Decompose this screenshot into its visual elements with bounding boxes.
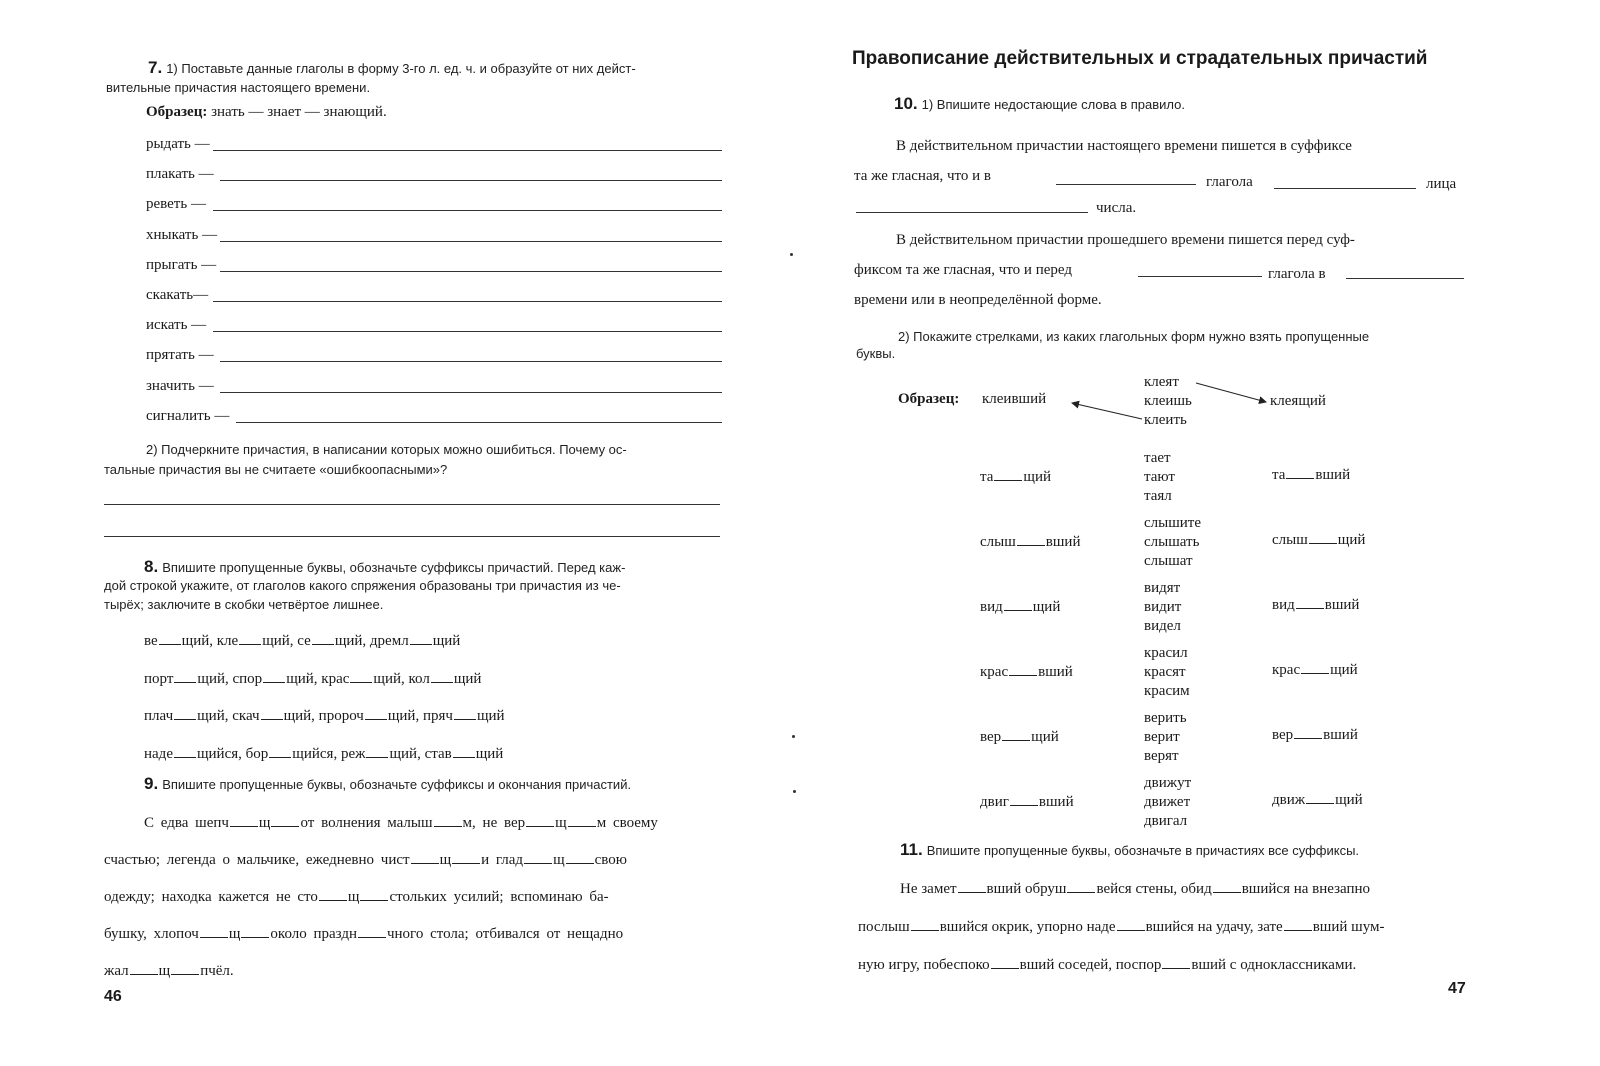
rule-1-line-3: числа.: [1096, 200, 1137, 216]
blank-slot[interactable]: [991, 956, 1019, 969]
sample-text: знать — знает — знающий.: [211, 104, 387, 120]
page-number-left: 46: [104, 988, 122, 1005]
text-fragment: щий, пророч: [283, 708, 364, 724]
exercise-8-row: [144, 632, 460, 650]
text-fragment: щийся, бор: [196, 745, 269, 762]
text-fragment: щий: [1023, 469, 1052, 485]
exercise-8-instruction-3: тырёх; заключите в скобки четвёртое лишнее.: [104, 597, 384, 612]
blank-slot[interactable]: [271, 814, 299, 827]
text-fragment: вший шум-: [1312, 919, 1385, 935]
verb-form: видят: [1144, 580, 1181, 596]
text-fragment: щий, спор: [197, 670, 263, 687]
text-fragment: послыш: [858, 919, 910, 935]
rule-2-line-2a: фиксом та же гласная, что и перед: [854, 262, 1072, 278]
blank-slot[interactable]: [263, 670, 285, 683]
blank-slot[interactable]: [1309, 531, 1337, 544]
text-fragment: от волнения малыш: [300, 815, 433, 831]
answer-line[interactable]: [104, 504, 720, 505]
blank-line[interactable]: [1138, 276, 1262, 277]
blank-slot[interactable]: [1017, 533, 1045, 546]
exercise-11-instruction: Впишите пропущенные буквы, обозначьте в причастиях все суффиксы.: [926, 843, 1360, 858]
exercise-9-line: [104, 851, 627, 869]
text-fragment: щ: [347, 889, 360, 905]
verb-form: тают: [1144, 469, 1175, 485]
blank-slot[interactable]: [366, 745, 388, 758]
blank-slot[interactable]: [994, 468, 1022, 481]
answer-line[interactable]: [220, 361, 722, 362]
text-fragment: щий: [1330, 662, 1358, 678]
text-fragment: м, не вер: [462, 815, 526, 831]
verb-form: двигал: [1144, 813, 1188, 829]
answer-line[interactable]: [220, 392, 722, 393]
blank-slot[interactable]: [171, 962, 199, 975]
arrow-to-left-icon: [1072, 403, 1142, 419]
left-participle: [980, 468, 1051, 486]
sample-left-word: клеивший: [982, 391, 1047, 407]
verb-form: видел: [1144, 618, 1181, 634]
blank-slot[interactable]: [1306, 791, 1334, 804]
answer-line[interactable]: [236, 422, 722, 423]
scan-speck: [790, 253, 793, 256]
exercise-11-number: 11.: [900, 840, 923, 859]
exercise-8-row: [144, 745, 503, 763]
verb-label: прятать —: [146, 347, 214, 364]
verb-form: верить: [1144, 710, 1187, 726]
blank-slot[interactable]: [239, 632, 261, 645]
verb-form: слышат: [1144, 553, 1193, 569]
blank-line[interactable]: [1346, 278, 1464, 279]
verb-form: слышать: [1144, 534, 1200, 550]
verb-label: реветь —: [146, 196, 206, 213]
exercise-8-row: [144, 707, 505, 725]
verb-label: искать —: [146, 317, 207, 334]
scan-speck: [793, 790, 796, 793]
blank-slot[interactable]: [1067, 880, 1095, 893]
exercise-10-instruction: 1) Впишите недостающие слова в правило.: [921, 97, 1185, 112]
exercise-8-number: 8.: [144, 557, 159, 576]
exercise-8-instruction-2: дой строкой укажите, от глаголов какого спряжения образованы три причастия из че-: [104, 578, 621, 593]
text-fragment: свою: [594, 852, 627, 868]
verb-form: тает: [1144, 450, 1171, 466]
text-fragment: щий: [1032, 599, 1061, 615]
blank-slot[interactable]: [452, 851, 480, 864]
text-fragment: жал: [104, 963, 129, 979]
verb-form: движут: [1144, 775, 1192, 791]
text-fragment: вер: [980, 729, 1002, 745]
verb-form: верят: [1144, 748, 1179, 764]
text-fragment: щий: [1031, 729, 1059, 745]
text-fragment: порт: [144, 670, 174, 687]
verb-form: красят: [1144, 664, 1186, 680]
blank-slot[interactable]: [1004, 598, 1032, 611]
answer-line[interactable]: [213, 331, 722, 332]
blank-slot[interactable]: [269, 745, 291, 758]
exercise-9-line: [104, 925, 623, 943]
exercise-10-part2-line-2: буквы.: [856, 346, 896, 361]
blank-slot[interactable]: [312, 632, 334, 645]
sample-mid-word: клеят: [1144, 374, 1179, 390]
exercise-7-number: 7.: [148, 58, 163, 77]
text-fragment: щий, пряч: [387, 708, 453, 724]
blank-slot[interactable]: [1286, 466, 1314, 479]
blank-slot[interactable]: [200, 925, 228, 938]
verb-form: верит: [1144, 729, 1180, 745]
answer-line[interactable]: [213, 301, 722, 302]
exercise-7-part2-line-2: тальные причастия вы не считаете «ошибкоопасными»?: [104, 462, 448, 477]
rule-2-line-1: В действительном причастии прошедшего времени пишется перед суф-: [896, 232, 1355, 248]
text-fragment: двиг: [980, 794, 1009, 810]
answer-line[interactable]: [220, 271, 722, 272]
text-fragment: одежду; находка кажется не сто: [104, 889, 318, 905]
text-fragment: вшийся на внезапно: [1241, 881, 1371, 897]
text-fragment: наде: [144, 745, 173, 762]
rule-1-line-2b: глагола: [1206, 174, 1253, 190]
left-participle: [980, 598, 1060, 616]
blank-line[interactable]: [1274, 188, 1416, 189]
text-fragment: слыш: [980, 534, 1016, 550]
exercise-10-heading: [894, 94, 1185, 114]
rule-2-line-2b: глагола в: [1268, 266, 1326, 282]
blank-slot[interactable]: [358, 925, 386, 938]
answer-line[interactable]: [213, 150, 722, 151]
rule-2-line-3: времени или в неопределённой форме.: [854, 292, 1102, 308]
exercise-11-line: [900, 880, 1370, 898]
exercise-8-instruction-1: Впишите пропущенные буквы, обозначьте суффиксы причастий. Перед каж-: [162, 560, 626, 575]
blank-slot[interactable]: [360, 888, 388, 901]
text-fragment: щ: [158, 963, 171, 979]
text-fragment: крас: [980, 664, 1009, 680]
blank-slot[interactable]: [566, 851, 594, 864]
blank-slot[interactable]: [411, 851, 439, 864]
text-fragment: вший с одноклассниками.: [1191, 957, 1357, 973]
sample-mid-word: клеишь: [1144, 393, 1192, 409]
text-fragment: щий: [1337, 532, 1366, 548]
text-fragment: вшийся на удачу, зате: [1145, 919, 1283, 935]
blank-slot[interactable]: [526, 814, 554, 827]
answer-line[interactable]: [220, 241, 722, 242]
blank-slot[interactable]: [1010, 793, 1038, 806]
blank-line[interactable]: [1056, 184, 1196, 185]
text-fragment: та: [980, 469, 994, 485]
text-fragment: вер: [1272, 727, 1294, 743]
text-fragment: ную игру, побеспоко: [858, 957, 990, 973]
blank-slot[interactable]: [1213, 880, 1241, 893]
exercise-9-line: [104, 962, 234, 980]
text-fragment: щ: [228, 926, 241, 942]
blank-slot[interactable]: [159, 632, 181, 645]
right-participle: [1272, 596, 1359, 614]
exercise-9-instruction: Впишите пропущенные буквы, обозначьте суффиксы и окончания причастий.: [162, 777, 632, 792]
blank-slot[interactable]: [1284, 918, 1312, 931]
sample-mid-word: клеить: [1144, 412, 1187, 428]
text-fragment: вший: [1324, 597, 1360, 613]
answer-line[interactable]: [213, 210, 722, 211]
rule-1-line-2c: лица: [1426, 176, 1457, 192]
blank-slot[interactable]: [454, 707, 476, 720]
text-fragment: та: [1272, 467, 1286, 483]
text-fragment: С едва шепч: [144, 815, 229, 831]
rule-1-line-1: В действительном причастии настоящего времени пишется в суффиксе: [896, 138, 1352, 154]
text-fragment: стольких усилий; вспоминаю ба-: [389, 889, 609, 905]
blank-slot[interactable]: [568, 814, 596, 827]
sample-label: Образец:: [146, 104, 208, 120]
verb-form: красим: [1144, 683, 1190, 699]
exercise-11-heading: [900, 840, 1359, 860]
arrow-to-right-icon: [1196, 383, 1266, 402]
exercise-9-heading: [144, 774, 631, 794]
text-fragment: вший: [1038, 664, 1073, 680]
text-fragment: щ: [555, 815, 567, 831]
verb-form: красил: [1144, 645, 1188, 661]
text-fragment: щий, скач: [197, 708, 260, 724]
blank-slot[interactable]: [174, 707, 196, 720]
blank-line[interactable]: [856, 212, 1088, 213]
text-fragment: щ: [258, 815, 271, 831]
exercise-9-line: [104, 888, 609, 906]
text-fragment: щий, кол: [373, 670, 430, 687]
blank-slot[interactable]: [1002, 728, 1030, 741]
blank-slot[interactable]: [174, 745, 196, 758]
exercise-10-part2-line-1: 2) Покажите стрелками, из каких глагольных форм нужно взять пропущенные: [898, 329, 1370, 344]
text-fragment: Не замет: [900, 881, 957, 897]
exercise-7-instruction-1: 1) Поставьте данные глаголы в форму 3-го л. ед. ч. и образуйте от них дейст-: [166, 61, 636, 76]
left-participle: [980, 728, 1059, 746]
blank-slot[interactable]: [911, 918, 939, 931]
exercise-7-heading: [148, 58, 636, 78]
rule-1-line-2a: та же гласная, что и в: [854, 168, 992, 184]
text-fragment: вший: [1323, 727, 1358, 743]
text-fragment: щий: [476, 708, 505, 724]
scan-speck: [792, 735, 795, 738]
blank-slot[interactable]: [365, 707, 387, 720]
exercise-9-line: [144, 814, 658, 832]
blank-slot[interactable]: [1162, 956, 1190, 969]
text-fragment: счастью; легенда о мальчике, ежедневно чист: [104, 852, 410, 868]
text-fragment: вший: [1315, 467, 1351, 483]
blank-slot[interactable]: [241, 925, 269, 938]
blank-slot[interactable]: [1009, 663, 1037, 676]
text-fragment: чного стола; отбивался от нещадно: [386, 926, 624, 942]
verb-label: плакать —: [146, 166, 214, 183]
text-fragment: около праздн: [270, 926, 357, 942]
text-fragment: щ: [439, 852, 452, 868]
text-fragment: щий, се: [262, 633, 311, 649]
text-fragment: вший: [1045, 534, 1081, 550]
text-fragment: вейся стены, обид: [1096, 881, 1212, 897]
blank-slot[interactable]: [319, 888, 347, 901]
text-fragment: щий: [1335, 792, 1363, 808]
text-fragment: бушку, хлопоч: [104, 926, 199, 942]
text-fragment: щий, крас: [286, 670, 350, 687]
text-fragment: щий: [475, 745, 504, 762]
text-fragment: щий, став: [389, 745, 452, 762]
verb-label: хныкать —: [146, 226, 218, 243]
exercise-8-row: [144, 670, 481, 688]
text-fragment: вид: [1272, 597, 1295, 613]
verb-form: движет: [1144, 794, 1191, 810]
answer-line[interactable]: [220, 180, 722, 181]
exercise-11-line: [858, 956, 1356, 974]
blank-slot[interactable]: [410, 632, 432, 645]
right-participle: [1272, 661, 1358, 679]
exercise-9-number: 9.: [144, 774, 159, 793]
text-fragment: слыш: [1272, 532, 1308, 548]
blank-slot[interactable]: [431, 670, 453, 683]
text-fragment: плач: [144, 708, 174, 724]
text-fragment: щий, дремл: [334, 633, 409, 649]
verb-form: слышите: [1144, 515, 1202, 531]
blank-slot[interactable]: [350, 670, 372, 683]
verb-label: сигналить —: [146, 407, 230, 424]
exercise-8-heading: [144, 557, 625, 577]
text-fragment: движ: [1272, 792, 1306, 808]
text-fragment: вший обруш: [986, 881, 1067, 897]
blank-slot[interactable]: [1296, 596, 1324, 609]
text-fragment: м своему: [596, 815, 658, 831]
blank-slot[interactable]: [1117, 918, 1145, 931]
verb-form: таял: [1144, 488, 1172, 504]
right-participle: [1272, 726, 1358, 744]
left-participle: [980, 793, 1074, 811]
blank-slot[interactable]: [453, 745, 475, 758]
page-number-right: 47: [1448, 980, 1466, 997]
text-fragment: щий: [432, 633, 461, 649]
text-fragment: ве: [144, 633, 158, 649]
exercise-7-part2-line-1: 2) Подчеркните причастия, в написании которых можно ошибиться. Почему ос-: [146, 442, 627, 457]
right-participle: [1272, 466, 1350, 484]
blank-slot[interactable]: [130, 962, 158, 975]
blank-slot[interactable]: [1294, 726, 1322, 739]
right-participle: [1272, 531, 1365, 549]
left-participle: [980, 533, 1080, 551]
blank-slot[interactable]: [434, 814, 462, 827]
blank-slot[interactable]: [1301, 661, 1329, 674]
blank-slot[interactable]: [261, 707, 283, 720]
blank-slot[interactable]: [230, 814, 258, 827]
exercise-10-number: 10.: [894, 94, 918, 113]
blank-slot[interactable]: [174, 670, 196, 683]
exercise-11-line: [858, 918, 1384, 936]
text-fragment: вшийся окрик, упорно наде: [939, 919, 1116, 935]
exercise-7-instruction-2: вительные причастия настоящего времени.: [106, 80, 371, 95]
blank-slot[interactable]: [524, 851, 552, 864]
exercise-7-sample: [146, 104, 387, 121]
verb-label: прыгать —: [146, 256, 217, 273]
text-fragment: вид: [980, 599, 1003, 615]
left-participle: [980, 663, 1073, 681]
verb-label: значить —: [146, 377, 214, 394]
text-fragment: крас: [1272, 662, 1301, 678]
text-fragment: щийся, реж: [292, 745, 366, 762]
verb-form: видит: [1144, 599, 1182, 615]
sample-label: Образец:: [898, 391, 960, 407]
answer-line[interactable]: [104, 536, 720, 537]
sample-arrows: [1060, 375, 1280, 435]
text-fragment: вший соседей, поспор: [1019, 957, 1162, 973]
right-participle: [1272, 791, 1363, 809]
blank-slot[interactable]: [958, 880, 986, 893]
right-page: [800, 0, 1600, 1066]
text-fragment: пчёл.: [200, 963, 234, 979]
text-fragment: вший: [1038, 794, 1074, 810]
verb-label: рыдать —: [146, 136, 210, 152]
text-fragment: щ: [553, 852, 565, 868]
text-fragment: и глад: [481, 852, 524, 868]
sample-right-word: клеящий: [1270, 393, 1326, 409]
text-fragment: щий, кле: [181, 633, 239, 649]
page-title: Правописание действительных и страдательных причастий: [852, 48, 1428, 69]
text-fragment: щий: [453, 670, 482, 687]
verb-label: скакать—: [146, 287, 209, 303]
